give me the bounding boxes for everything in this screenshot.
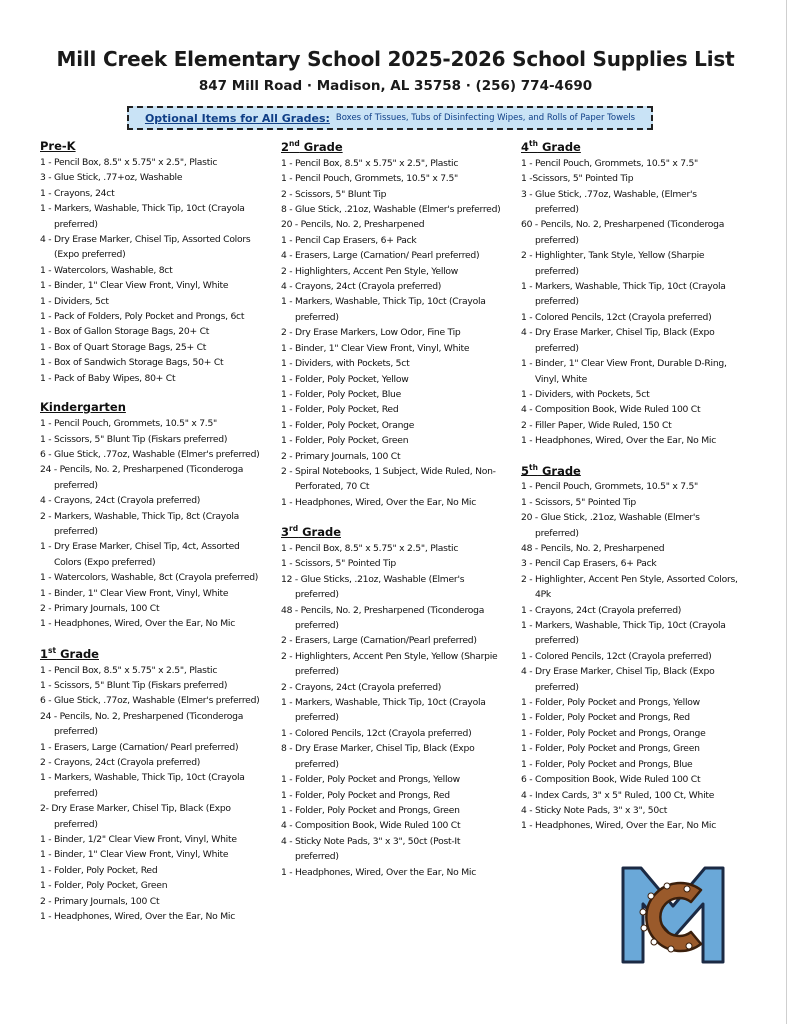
grade-heading-second: [281, 139, 503, 154]
column-1: [40, 139, 262, 939]
supply-item: 1 - Pack of Baby Wipes, 80+ Ct: [40, 372, 176, 384]
grade-word: Grade: [537, 463, 581, 478]
supply-item: 1 - Box of Quart Storage Bags, 25+ Ct: [40, 341, 207, 353]
supply-item: 1 - Folder, Poly Pocket, Red: [281, 404, 399, 416]
school-logo-icon: [617, 862, 729, 966]
supply-item: 12 - Glue Sticks, .21oz, Washable (Elmer's preferred): [281, 573, 465, 601]
supply-item: 1 - Markers, Washable, Thick Tip, 10ct (Crayola preferred): [281, 697, 486, 724]
supply-item: 4 - Sticky Note Pads, 3" x 3", 50ct: [521, 804, 668, 816]
supply-item: 24 - Pencils, No. 2, Presharpened (Ticonderoga preferred): [40, 464, 244, 491]
supply-item: 4 - Composition Book, Wide Ruled 100 Ct: [521, 404, 701, 416]
supply-item: 1 - Headphones, Wired, Over the Ear, No Mic: [281, 866, 477, 878]
grade-number: 3: [281, 525, 290, 539]
supply-item: 2- Dry Erase Marker, Chisel Tip, Black (Expo preferred): [40, 803, 231, 830]
supply-item: 6 - Glue Stick, .77oz, Washable (Elmer's preferred): [40, 695, 260, 707]
supply-item: 4 - Crayons, 24ct (Crayola preferred): [281, 281, 442, 293]
supply-item: 8 - Dry Erase Marker, Chisel Tip, Black (Expo preferred): [281, 743, 475, 770]
supply-item: 48 - Pencils, No. 2, Presharpened (Ticonderoga preferred): [281, 604, 485, 632]
supply-item: 6 - Composition Book, Wide Ruled 100 Ct: [521, 774, 701, 786]
supply-item: 20 - Pencils, No. 2, Presharpened: [281, 219, 425, 231]
supply-item: 1 - Headphones, Wired, Over the Ear, No Mic: [40, 911, 236, 923]
supply-item: 1 - Pencil Pouch, Grommets, 10.5" x 7.5": [521, 157, 699, 169]
supply-item: 1 - Folder, Poly Pocket and Prongs, Red: [281, 789, 450, 801]
supply-item: 20 - Glue Stick, .21oz, Washable (Elmer's preferred): [521, 512, 700, 539]
supply-item: 2 - Erasers, Large (Carnation/Pearl preferred): [281, 635, 477, 647]
column-3: [521, 139, 743, 848]
supply-item: 1 - Folder, Poly Pocket and Prongs, Orange: [521, 727, 706, 739]
supply-item: 1 - Folder, Poly Pocket, Orange: [281, 419, 415, 431]
grade-heading-fourth: [521, 139, 743, 154]
supply-item: 1 - Scissors, 5" Pointed Tip: [521, 496, 636, 508]
supply-list-first: [40, 663, 262, 925]
grade-suffix: rd: [289, 524, 299, 534]
page-edge: [786, 0, 787, 1024]
supply-item: 1 - Pencil Pouch, Grommets, 10.5" x 7.5": [40, 418, 218, 430]
supply-item: 1 - Colored Pencils, 12ct (Crayola preferred): [521, 650, 712, 662]
supply-item: 2 - Highlighter, Accent Pen Style, Assorted Colors, 4Pk: [521, 573, 738, 601]
supply-item: 1 - Pencil Box, 8.5" x 5.75" x 2.5", Plastic: [281, 157, 459, 169]
supply-item: 1 - Markers, Washable, Thick Tip, 10ct (Crayola preferred): [521, 620, 726, 647]
supply-item: 3 - Glue Stick, .77oz, Washable, (Elmer's preferred): [521, 188, 697, 216]
supply-item: 1 - Box of Gallon Storage Bags, 20+ Ct: [40, 326, 210, 338]
supply-item: 1 - Crayons, 24ct: [40, 187, 115, 199]
supply-item: 1 - Headphones, Wired, Over the Ear, No Mic: [521, 820, 717, 832]
grade-number: 2: [281, 139, 290, 154]
supply-item: 1 - Binder, 1" Clear View Front, Vinyl, White: [40, 280, 229, 292]
supply-item: 1 - Folder, Poly Pocket and Prongs, Yellow: [281, 774, 460, 786]
supply-list-kindergarten: [40, 416, 262, 632]
supply-item: 4 - Sticky Note Pads, 3" x 3", 50ct (Post-It preferred): [281, 835, 461, 863]
supply-item: 2 - Dry Erase Markers, Low Odor, Fine Tip: [281, 327, 461, 339]
supply-item: 1 - Colored Pencils, 12ct (Crayola preferred): [281, 727, 472, 739]
supply-item: 4 - Dry Erase Marker, Chisel Tip, Assorted Colors (Expo preferred): [40, 234, 251, 261]
supply-item: 1 - Erasers, Large (Carnation/ Pearl preferred): [40, 741, 239, 753]
supply-item: 2 - Markers, Washable, Thick Tip, 8ct (Crayola preferred): [40, 510, 240, 537]
grade-suffix: th: [529, 462, 538, 472]
school-address: 847 Mill Road · Madison, AL 35758 · (256) 774-4690: [198, 78, 593, 94]
supply-item: 1 - Dividers, 5ct: [40, 295, 109, 307]
supply-list-prek: [40, 155, 262, 386]
supply-list-fifth: [521, 479, 743, 833]
supply-item: 4 - Dry Erase Marker, Chisel Tip, Black (Expo preferred): [521, 327, 715, 354]
supply-item: 1 - Folder, Poly Pocket and Prongs, Red: [521, 712, 690, 724]
supply-item: 1 - Dividers, with Pockets, 5ct: [281, 358, 410, 370]
supply-item: 3 - Pencil Cap Erasers, 6+ Pack: [521, 558, 657, 570]
supply-item: 1 - Pencil Box, 8.5" x 5.75" x 2.5", Plastic: [40, 664, 218, 676]
grade-suffix: th: [529, 139, 538, 148]
supply-item: 1 - Folder, Poly Pocket, Blue: [281, 388, 402, 400]
supply-item: 60 - Pencils, No. 2, Presharpened (Ticonderoga preferred): [521, 219, 725, 246]
supply-item: 2 - Crayons, 24ct (Crayola preferred): [281, 681, 442, 693]
supply-item: 2 - Primary Journals, 100 Ct: [281, 450, 401, 462]
supply-item: 2 - Primary Journals, 100 Ct: [40, 602, 160, 614]
supply-item: 1 - Folder, Poly Pocket and Prongs, Green: [281, 804, 460, 816]
supply-item: 1 - Pencil Pouch, Grommets, 10.5" x 7.5": [521, 481, 699, 493]
supply-item: 1 - Markers, Washable, Thick Tip, 10ct (Crayola preferred): [521, 281, 726, 308]
section-fourth-grade: [521, 139, 743, 449]
grade-heading-prek: Pre-K: [40, 139, 76, 153]
supply-item: 1 - Headphones, Wired, Over the Ear, No Mic: [281, 496, 477, 508]
supply-item: 2 - Filler Paper, Wide Ruled, 150 Ct: [521, 419, 672, 431]
supply-item: 1 - Folder, Poly Pocket and Prongs, Green: [521, 743, 700, 755]
supply-item: 1 - Colored Pencils, 12ct (Crayola preferred): [521, 311, 712, 323]
supply-item: 1 - Pack of Folders, Poly Pocket and Prongs, 6ct: [40, 311, 245, 323]
grade-word: Grade: [56, 646, 99, 661]
supply-item: 1 - Binder, 1" Clear View Front, Vinyl, White: [40, 849, 229, 861]
supply-item: 3 - Glue Stick, .77+oz, Washable: [40, 172, 183, 184]
page-title: Mill Creek Elementary School 2025-2026 School Supplies List: [56, 47, 735, 71]
supply-item: 1 - Binder, 1" Clear View Front, Durable D-Ring, Vinyl, White: [521, 358, 727, 385]
grade-heading-fifth: [521, 463, 743, 478]
supply-item: 2 - Crayons, 24ct (Crayola preferred): [40, 757, 201, 769]
supply-item: 1 - Scissors, 5" Blunt Tip (Fiskars preferred): [40, 433, 228, 445]
supply-item: 1 - Binder, 1" Clear View Front, Vinyl, White: [40, 587, 229, 599]
supply-item: 1 -Scissors, 5" Pointed Tip: [521, 173, 634, 185]
supply-item: 1 - Headphones, Wired, Over the Ear, No Mic: [40, 618, 236, 630]
grade-heading-third: [281, 524, 503, 539]
column-2: [281, 139, 503, 894]
supply-item: 1 - Binder, 1/2" Clear View Front, Vinyl, White: [40, 834, 237, 846]
supply-list-second: [281, 156, 503, 510]
supply-item: 2 - Primary Journals, 100 Ct: [40, 895, 160, 907]
supply-item: 2 - Highlighters, Accent Pen Style, Yellow (Sharpie preferred): [281, 650, 498, 678]
grade-word: Grade: [299, 139, 343, 154]
supply-item: 48 - Pencils, No. 2, Presharpened: [521, 543, 665, 554]
section-first-grade: [40, 646, 262, 925]
supply-item: 1 - Markers, Washable, Thick Tip, 10ct (Crayola preferred): [40, 772, 245, 799]
section-fifth-grade: [521, 463, 743, 834]
grade-suffix: st: [48, 645, 57, 655]
optional-items-banner: [127, 106, 653, 130]
supply-list-third: [281, 541, 503, 880]
grade-number: 1: [40, 646, 49, 661]
supply-item: 1 - Pencil Box, 8.5" x 5.75" x 2.5", Plastic: [40, 157, 218, 168]
supply-item: 4 - Dry Erase Marker, Chisel Tip, Black (Expo preferred): [521, 666, 715, 693]
supply-item: 1 - Markers, Washable, Thick Tip, 10ct (Crayola preferred): [281, 296, 486, 323]
grade-heading-first: [40, 646, 262, 661]
supply-item: 1 - Binder, 1" Clear View Front, Vinyl, White: [281, 342, 470, 354]
supply-item: 1 - Pencil Cap Erasers, 6+ Pack: [281, 234, 417, 246]
supply-item: 2 - Spiral Notebooks, 1 Subject, Wide Ruled, Non-Perforated, 70 Ct: [281, 465, 496, 493]
supply-item: 1 - Folder, Poly Pocket, Red: [40, 864, 158, 876]
supply-item: 4 - Composition Book, Wide Ruled 100 Ct: [281, 820, 461, 832]
grade-suffix: nd: [289, 139, 300, 148]
supply-item: 2 - Scissors, 5" Blunt Tip: [281, 188, 387, 200]
grade-word: Grade: [537, 139, 581, 154]
supply-item: 24 - Pencils, No. 2, Presharpened (Ticonderoga preferred): [40, 710, 244, 738]
supply-item: 1 - Watercolors, Washable, 8ct (Crayola preferred): [40, 572, 259, 584]
supply-item: 1 - Scissors, 5" Blunt Tip (Fiskars preferred): [40, 680, 228, 692]
supply-item: 4 - Index Cards, 3" x 5" Ruled, 100 Ct, White: [521, 789, 715, 801]
supply-item: 1 - Folder, Poly Pocket and Prongs, Blue: [521, 758, 693, 770]
supply-item: 1 - Pencil Box, 8.5" x 5.75" x 2.5", Plastic: [281, 543, 459, 554]
section-kindergarten: [40, 400, 262, 632]
grade-number: 5: [521, 463, 530, 478]
supply-item: 1 - Folder, Poly Pocket and Prongs, Yellow: [521, 697, 700, 709]
supply-item: 1 - Folder, Poly Pocket, Yellow: [281, 373, 409, 385]
supply-list-fourth: [521, 156, 743, 449]
optional-items-text: Boxes of Tissues, Tubs of Disinfecting Wipes, and Rolls of Paper Towels: [335, 113, 636, 123]
supply-item: 1 - Folder, Poly Pocket, Green: [281, 435, 409, 447]
supply-item: 1 - Pencil Pouch, Grommets, 10.5" x 7.5": [281, 173, 459, 185]
supply-item: 1 - Crayons, 24ct (Crayola preferred): [521, 604, 682, 616]
supply-item: 8 - Glue Stick, .21oz, Washable (Elmer's preferred): [281, 204, 501, 216]
supply-item: 2 - Highlighter, Tank Style, Yellow (Sharpie preferred): [521, 250, 705, 277]
supply-item: 1 - Watercolors, Washable, 8ct: [40, 264, 173, 276]
supply-item: 1 - Dividers, with Pockets, 5ct: [521, 388, 650, 400]
section-prek: [40, 139, 262, 386]
supply-item: 4 - Erasers, Large (Carnation/ Pearl preferred): [281, 250, 480, 262]
section-third-grade: [281, 524, 503, 880]
grade-number: 4: [521, 139, 530, 154]
optional-items-label: Optional Items for All Grades:: [144, 111, 330, 125]
supply-item: 1 - Folder, Poly Pocket, Green: [40, 880, 168, 892]
supply-item: 1 - Scissors, 5" Pointed Tip: [281, 558, 396, 570]
supply-item: 6 - Glue Stick, .77oz, Washable (Elmer's preferred): [40, 448, 260, 460]
grade-heading-kindergarten: Kindergarten: [40, 400, 126, 415]
supply-item: 1 - Dry Erase Marker, Chisel Tip, 4ct, Assorted Colors (Expo preferred): [40, 541, 240, 568]
supply-item: 4 - Crayons, 24ct (Crayola preferred): [40, 495, 201, 507]
supply-item: 1 - Markers, Washable, Thick Tip, 10ct (Crayola preferred): [40, 203, 245, 230]
grade-word: Grade: [298, 525, 341, 539]
supply-item: 1 - Box of Sandwich Storage Bags, 50+ Ct: [40, 357, 224, 369]
section-second-grade: [281, 139, 503, 510]
supply-item: 2 - Highlighters, Accent Pen Style, Yellow: [281, 265, 459, 277]
supply-item: 1 - Headphones, Wired, Over the Ear, No Mic: [521, 435, 717, 447]
